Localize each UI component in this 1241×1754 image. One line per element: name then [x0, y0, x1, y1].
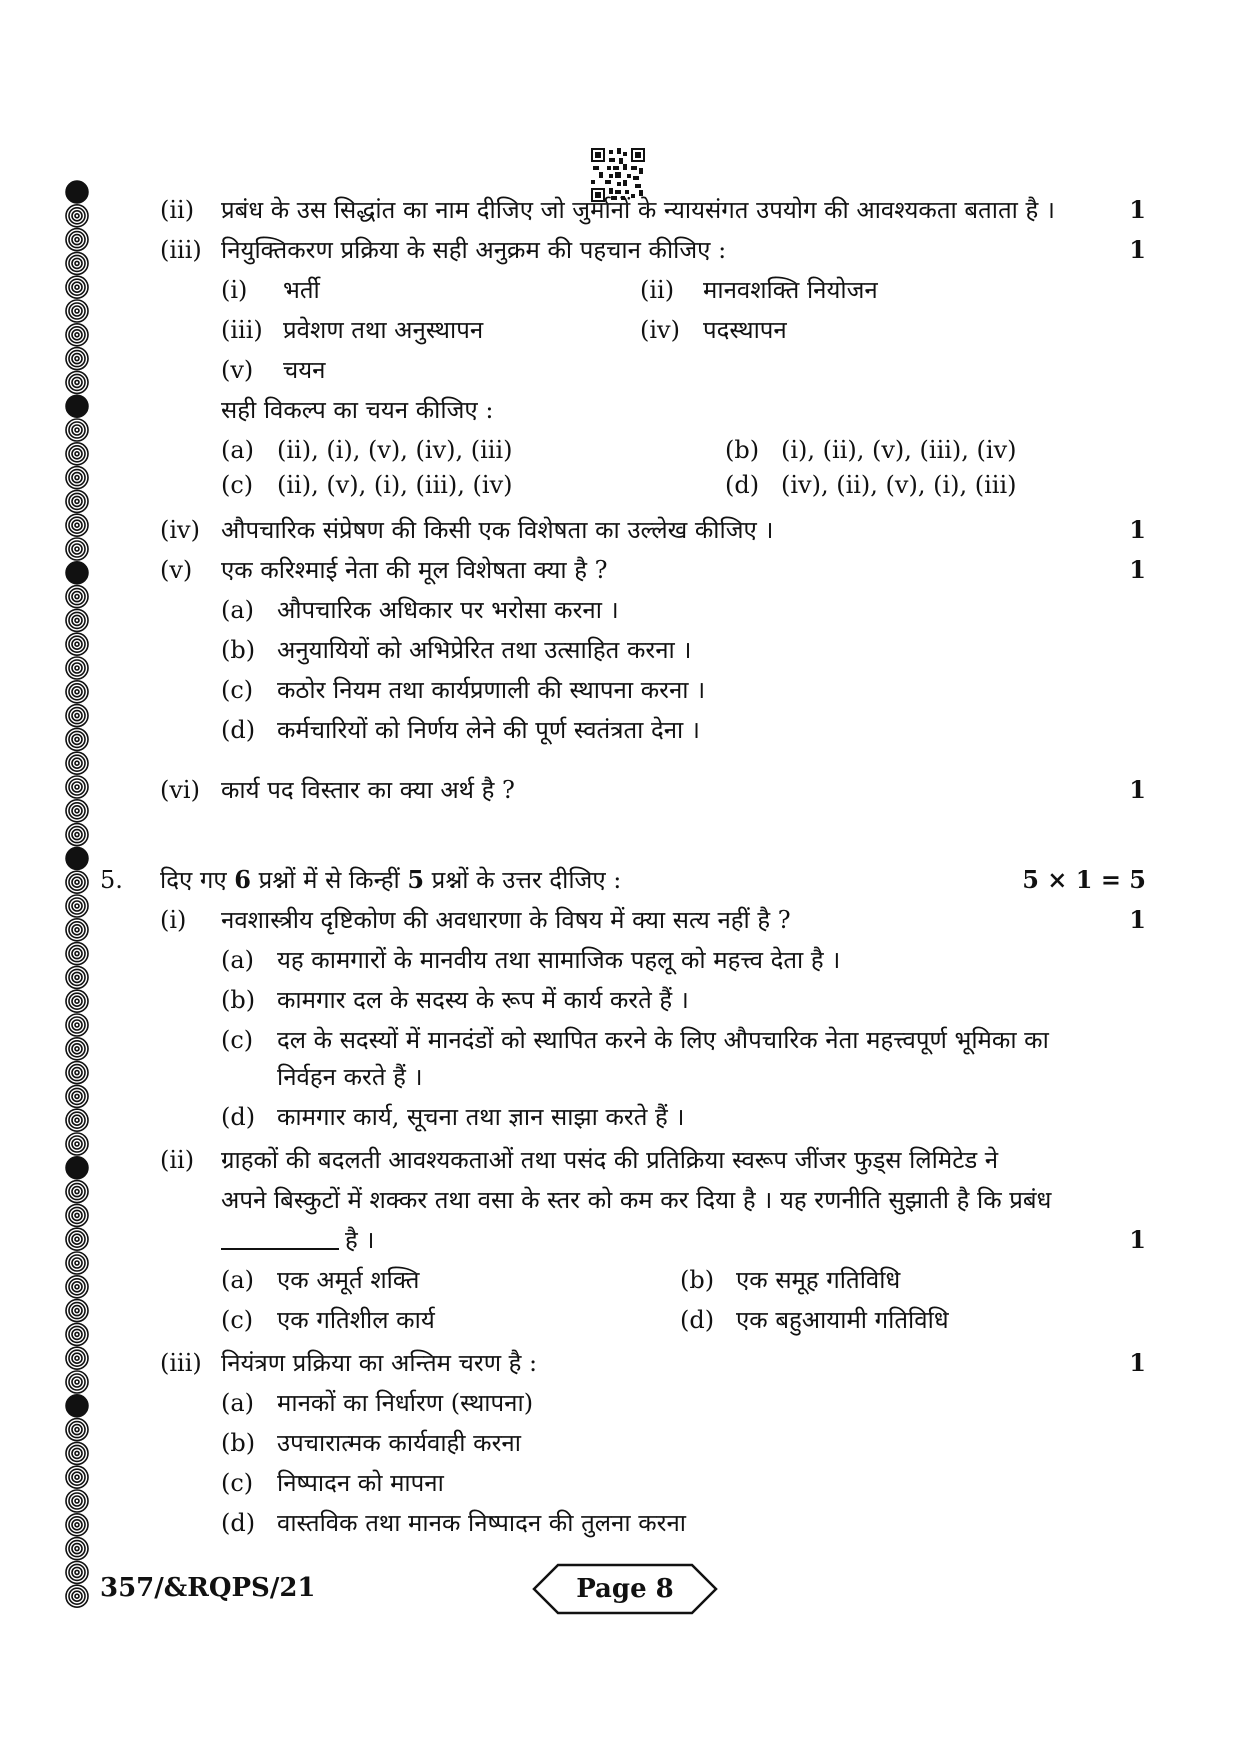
concentric-circle-ornament: [66, 1204, 88, 1226]
concentric-circle-ornament: [66, 443, 88, 465]
option-label: (b): [221, 636, 256, 664]
concentric-circle-ornament: [66, 871, 88, 893]
concentric-circle-ornament: [66, 276, 88, 298]
q5-iii-text: नियंत्रण प्रक्रिया का अन्तिम चरण है :: [221, 1349, 538, 1377]
q5-i-marks: 1: [1129, 905, 1146, 934]
concentric-circle-ornament: [66, 419, 88, 441]
concentric-circle-ornament: [66, 1038, 88, 1060]
q5-text-post: प्रश्नों के उत्तर दीजिए :: [424, 866, 622, 894]
concentric-circle-ornament: [66, 1014, 88, 1036]
concentric-circle-ornament: [66, 1371, 88, 1393]
option-text: दल के सदस्यों में मानदंडों को स्थापित करने के लिए औपचारिक नेता महत्त्वपूर्ण भूमिका का: [277, 1026, 1049, 1054]
concentric-circle-ornament: [66, 681, 88, 703]
q4-v-marks: 1: [1129, 555, 1146, 584]
concentric-circle-ornament: [66, 1442, 88, 1464]
page-number-badge: [530, 1562, 720, 1616]
list-item-number: (v): [221, 356, 254, 384]
q5-ii-line3: [221, 1225, 374, 1255]
concentric-circle-ornament: [66, 1085, 88, 1107]
paper-code: 357/&RQPS/21: [100, 1573, 316, 1603]
concentric-circle-ornament: [66, 562, 88, 584]
option-label: (c): [221, 1026, 254, 1054]
q5-iii-number: (iii): [160, 1349, 202, 1377]
q4-iv-text: औपचारिक संप्रेषण की किसी एक विशेषता का उल्लेख कीजिए ।: [221, 516, 774, 544]
concentric-circle-ornament: [66, 824, 88, 846]
q4-v-text: एक करिश्माई नेता की मूल विशेषता क्या है ?: [221, 556, 608, 584]
concentric-circle-ornament: [66, 1347, 88, 1369]
concentric-circle-ornament: [66, 1300, 88, 1322]
concentric-circle-ornament: [66, 181, 88, 203]
concentric-circle-ornament: [66, 1228, 88, 1250]
concentric-circle-ornament: [66, 229, 88, 251]
concentric-circle-ornament: [66, 1395, 88, 1417]
list-item: चयन: [283, 356, 326, 384]
option-text: (i), (ii), (v), (iii), (iv): [781, 436, 1017, 464]
concentric-circle-ornament: [66, 728, 88, 750]
concentric-circle-ornament: [66, 1181, 88, 1203]
concentric-circle-ornament: [66, 1538, 88, 1560]
option-text: (iv), (ii), (v), (i), (iii): [781, 471, 1017, 499]
option-text: एक अमूर्त शक्ति: [277, 1266, 420, 1294]
concentric-circle-ornament: [66, 609, 88, 631]
concentric-circle-ornament: [66, 705, 88, 727]
option-text: औपचारिक अधिकार पर भरोसा करना ।: [277, 596, 619, 624]
q4-iii-prompt: सही विकल्प का चयन कीजिए :: [221, 396, 494, 424]
q4-ii-marks: 1: [1129, 195, 1146, 224]
page-number: Page 8: [576, 1574, 674, 1604]
concentric-circle-ornament: [66, 1109, 88, 1131]
concentric-circle-ornament: [66, 1419, 88, 1441]
q5-i-number: (i): [160, 906, 187, 934]
concentric-circle-ornament: [66, 1561, 88, 1583]
concentric-circle-ornament: [66, 657, 88, 679]
list-item: भर्ती: [283, 276, 320, 304]
option-label: (d): [725, 471, 760, 499]
option-label: (c): [221, 1306, 254, 1334]
option-label: (c): [221, 676, 254, 704]
concentric-circle-ornament: [66, 324, 88, 346]
list-item-number: (i): [221, 276, 248, 304]
list-item-number: (ii): [640, 276, 675, 304]
option-label: (d): [680, 1306, 715, 1334]
q5-ii-line3-text: है ।: [345, 1226, 375, 1254]
concentric-circle-ornament: [66, 1276, 88, 1298]
option-text: (ii), (v), (i), (iii), (iv): [277, 471, 513, 499]
option-text: एक समूह गतिविधि: [736, 1266, 901, 1294]
concentric-circle-ornament: [66, 1157, 88, 1179]
q5-i-text: नवशास्त्रीय दृष्टिकोण की अवधारणा के विषय में क्या सत्य नहीं है ?: [221, 906, 791, 934]
concentric-circle-ornament: [66, 895, 88, 917]
q5-text-pre: दिए गए: [160, 866, 235, 894]
q4-iv-marks: 1: [1129, 515, 1146, 544]
option-text-continued: निर्वहन करते हैं ।: [277, 1063, 423, 1091]
concentric-circle-ornament: [66, 490, 88, 512]
q4-iii-marks: 1: [1129, 235, 1146, 264]
q5-ii-marks: 1: [1129, 1225, 1146, 1254]
list-item-number: (iii): [221, 316, 263, 344]
option-text: कामगार कार्य, सूचना तथा ज्ञान साझा करते हैं ।: [277, 1103, 685, 1131]
option-label: (a): [221, 1266, 255, 1294]
concentric-circle-ornament: [66, 395, 88, 417]
q5-text-mid: प्रश्नों में से किन्हीं: [250, 866, 408, 894]
option-text: कठोर नियम तथा कार्यप्रणाली की स्थापना करना ।: [277, 676, 706, 704]
option-label: (c): [221, 1469, 254, 1497]
option-label: (b): [221, 1429, 256, 1457]
q4-ii-text: प्रबंध के उस सिद्धांत का नाम दीजिए जो जुर्मानों के न्यायसंगत उपयोग की आवश्यकता बताता है ।: [221, 196, 1055, 224]
concentric-circle-ornament: [66, 371, 88, 393]
option-text: कामगार दल के सदस्य के रूप में कार्य करते हैं ।: [277, 986, 689, 1014]
q5-iii-marks: 1: [1129, 1348, 1146, 1377]
qr-code-icon: [591, 148, 645, 202]
q5-marks: 5 × 1 = 5: [1022, 865, 1146, 894]
q4-v-number: (v): [160, 556, 193, 584]
option-text: निष्पादन को मापना: [277, 1469, 444, 1497]
concentric-circle-ornament: [66, 919, 88, 941]
list-item-number: (iv): [640, 316, 680, 344]
concentric-circle-ornament: [66, 1490, 88, 1512]
concentric-circle-ornament: [66, 1585, 88, 1607]
list-item: प्रवेशण तथा अनुस्थापन: [283, 316, 484, 344]
concentric-circle-ornament: [66, 752, 88, 774]
concentric-circle-ornament: [66, 966, 88, 988]
q5-attempt-count: 5: [407, 865, 425, 894]
concentric-circle-ornament: [66, 776, 88, 798]
q5-ii-number: (ii): [160, 1146, 195, 1174]
concentric-circle-ornament: [66, 1514, 88, 1536]
option-label: (a): [221, 946, 255, 974]
option-label: (b): [680, 1266, 715, 1294]
concentric-circle-ornament: [66, 252, 88, 274]
option-text: मानकों का निर्धारण (स्थापना): [277, 1389, 534, 1417]
list-item: मानवशक्ति नियोजन: [703, 276, 878, 304]
option-text: यह कामगारों के मानवीय तथा सामाजिक पहलू को महत्त्व देता है ।: [277, 946, 841, 974]
option-label: (d): [221, 1103, 256, 1131]
concentric-circle-ornament: [66, 1466, 88, 1488]
q5-total-count: 6: [234, 865, 251, 894]
concentric-circle-ornament: [66, 1062, 88, 1084]
concentric-circle-ornament: [66, 348, 88, 370]
concentric-circle-ornament: [66, 1133, 88, 1155]
concentric-circle-ornament: [66, 990, 88, 1012]
option-label: (d): [221, 1509, 256, 1537]
q5-instruction: [160, 865, 621, 895]
option-label: (a): [221, 596, 255, 624]
fill-in-blank: [221, 1248, 339, 1250]
option-label: (b): [725, 436, 760, 464]
option-text: अनुयायियों को अभिप्रेरित तथा उत्साहित करना ।: [277, 636, 692, 664]
option-label: (b): [221, 986, 256, 1014]
q4-iii-text: नियुक्तिकरण प्रक्रिया के सही अनुक्रम की पहचान कीजिए :: [221, 236, 727, 264]
option-text: वास्तविक तथा मानक निष्पादन की तुलना करना: [277, 1509, 686, 1537]
option-text: एक गतिशील कार्य: [277, 1306, 435, 1334]
option-label: (d): [221, 716, 256, 744]
concentric-circle-ornament: [66, 633, 88, 655]
option-text: एक बहुआयामी गतिविधि: [736, 1306, 949, 1334]
list-item: पदस्थापन: [703, 316, 787, 344]
q5-number: 5.: [100, 866, 123, 894]
option-label: (a): [221, 1389, 255, 1417]
concentric-circle-ornament: [66, 943, 88, 965]
q4-iii-number: (iii): [160, 236, 202, 264]
concentric-circle-ornament: [66, 1252, 88, 1274]
option-text: (ii), (i), (v), (iv), (iii): [277, 436, 513, 464]
q4-vi-marks: 1: [1129, 775, 1146, 804]
concentric-circle-ornament: [66, 538, 88, 560]
q4-vi-text: कार्य पद विस्तार का क्या अर्थ है ?: [221, 776, 515, 804]
q5-ii-line2: अपने बिस्कुटों में शक्कर तथा वसा के स्तर को कम कर दिया है । यह रणनीति सुझाती है कि प्रबंध: [221, 1186, 1052, 1214]
q5-ii-line1: ग्राहकों की बदलती आवश्यकताओं तथा पसंद की प्रतिक्रिया स्वरूप जींजर फुड्स लिमिटेड ने: [221, 1146, 999, 1174]
decorative-border-strip: [60, 180, 94, 1610]
concentric-circle-ornament: [66, 300, 88, 322]
concentric-circle-ornament: [66, 847, 88, 869]
q4-iv-number: (iv): [160, 516, 200, 544]
concentric-circle-ornament: [66, 514, 88, 536]
option-text: उपचारात्मक कार्यवाही करना: [277, 1429, 521, 1457]
concentric-circle-ornament: [66, 205, 88, 227]
concentric-circle-ornament: [66, 800, 88, 822]
concentric-circle-ornament: [66, 586, 88, 608]
concentric-circle-ornament: [66, 1323, 88, 1345]
option-label: (c): [221, 471, 254, 499]
q4-vi-number: (vi): [160, 776, 200, 804]
option-label: (a): [221, 436, 255, 464]
q4-ii-number: (ii): [160, 196, 195, 224]
option-text: कर्मचारियों को निर्णय लेने की पूर्ण स्वतंत्रता देना ।: [277, 716, 700, 744]
concentric-circle-ornament: [66, 467, 88, 489]
